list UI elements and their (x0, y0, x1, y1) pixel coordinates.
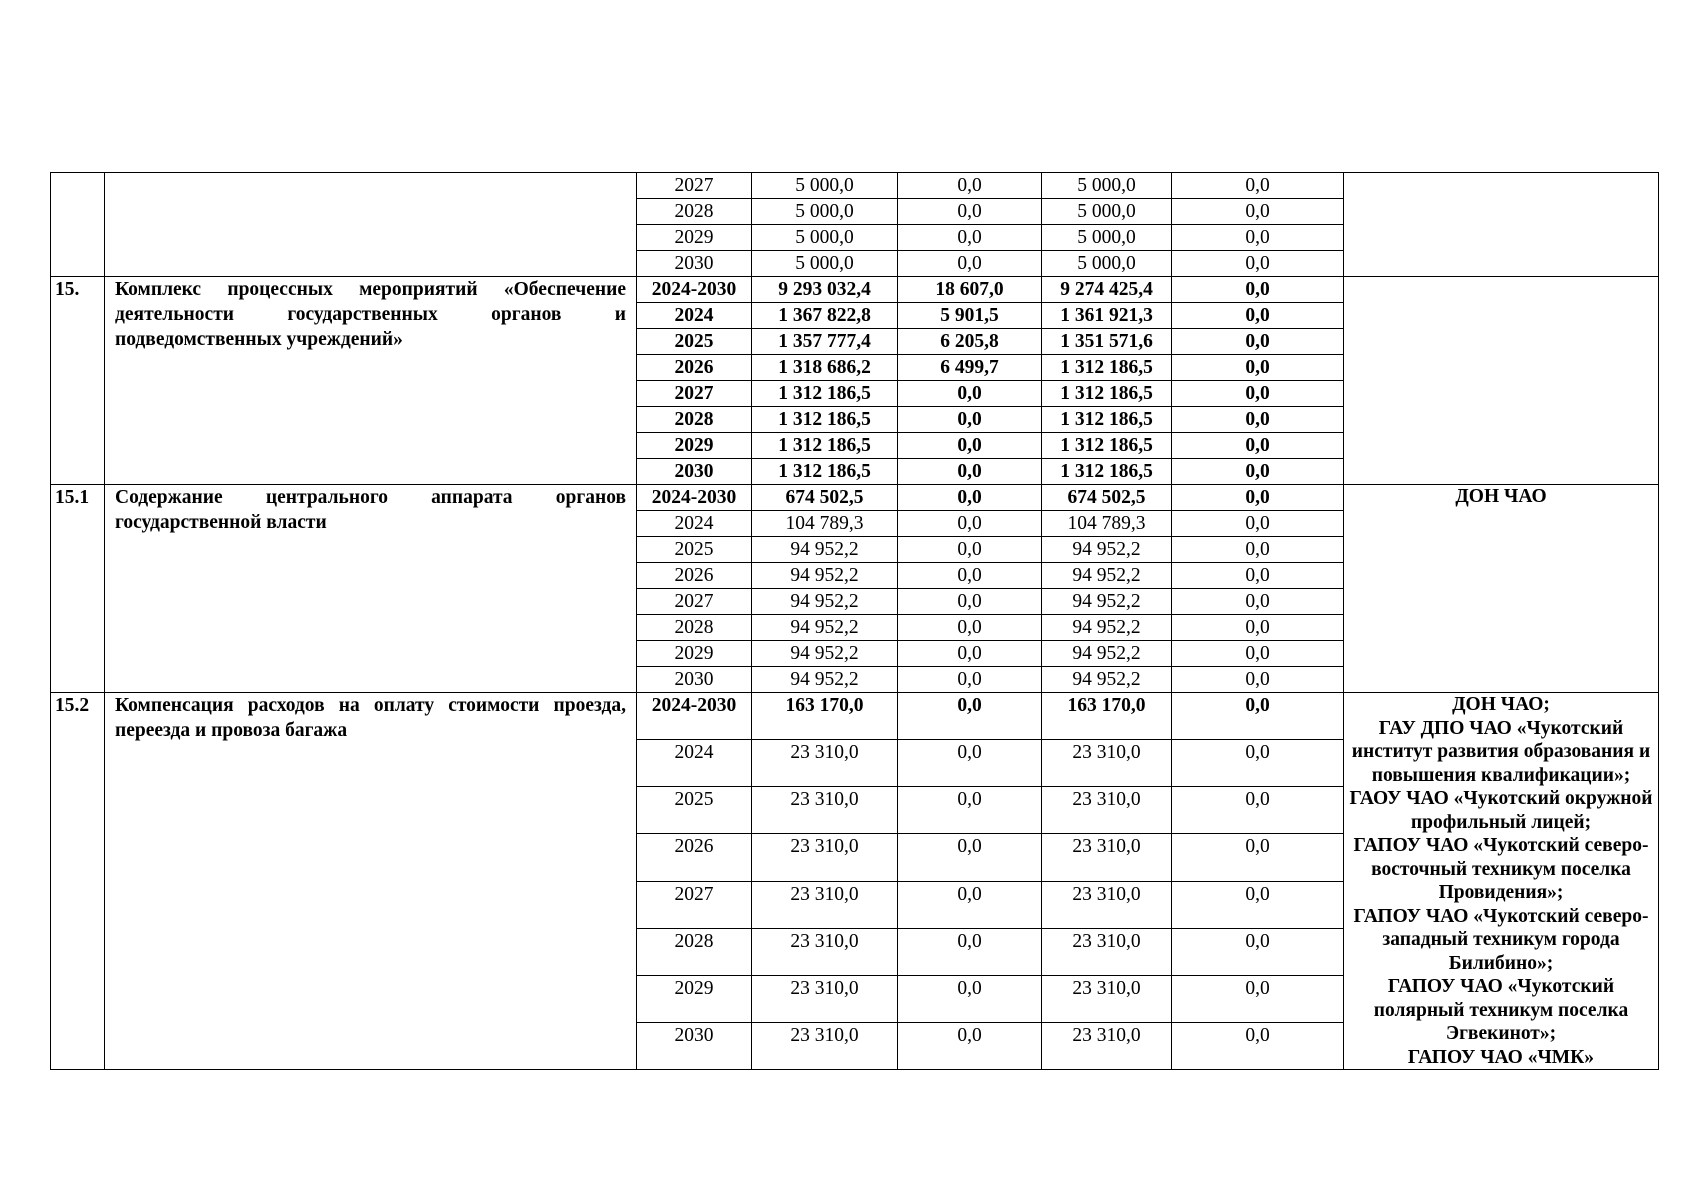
cell-federal: 6 499,7 (898, 355, 1042, 381)
cell-total: 94 952,2 (752, 667, 898, 693)
cell-total: 1 312 186,5 (752, 459, 898, 485)
cell-regional: 1 361 921,3 (1042, 303, 1172, 329)
cell-federal: 0,0 (898, 537, 1042, 563)
cell-federal: 0,0 (898, 615, 1042, 641)
cell-regional: 23 310,0 (1042, 975, 1172, 1022)
cell-other: 0,0 (1172, 740, 1344, 787)
cell-total: 5 000,0 (752, 173, 898, 199)
section-executor (1344, 693, 1659, 1070)
cell-total: 1 312 186,5 (752, 433, 898, 459)
cell-federal: 0,0 (898, 975, 1042, 1022)
cell-total: 5 000,0 (752, 199, 898, 225)
executor-line: ГАПОУ ЧАО «ЧМК» (1407, 1046, 1595, 1068)
cell-total: 23 310,0 (752, 787, 898, 834)
cell-year: 2029 (637, 433, 752, 459)
cell-other: 0,0 (1172, 173, 1344, 199)
executor-line: ГАПОУ ЧАО «Чукотский полярный техникум поселка Эгвекинот»; (1373, 976, 1629, 1044)
cell-total: 674 502,5 (752, 485, 898, 511)
cell-regional: 104 789,3 (1042, 511, 1172, 537)
cell-regional: 94 952,2 (1042, 537, 1172, 563)
cell-regional: 23 310,0 (1042, 1022, 1172, 1069)
cell-federal: 0,0 (898, 881, 1042, 928)
cell-regional: 94 952,2 (1042, 589, 1172, 615)
cell-other: 0,0 (1172, 485, 1344, 511)
cell-total: 1 312 186,5 (752, 407, 898, 433)
cell-total: 9 293 032,4 (752, 277, 898, 303)
cell-federal: 18 607,0 (898, 277, 1042, 303)
section-number: 15. (51, 277, 105, 485)
cell-total: 1 318 686,2 (752, 355, 898, 381)
cell-year: 2024-2030 (637, 693, 752, 740)
cell-total: 23 310,0 (752, 834, 898, 881)
section-name: Комплекс процессных мероприятий «Обеспечение деятельности государственных органов и подведомственных учреждений» (105, 277, 637, 485)
cell-federal: 0,0 (898, 225, 1042, 251)
cell-federal: 5 901,5 (898, 303, 1042, 329)
cell-other: 0,0 (1172, 459, 1344, 485)
table-row (51, 485, 1659, 511)
section-number: 15.2 (51, 693, 105, 1070)
cell-other: 0,0 (1172, 881, 1344, 928)
cell-year: 2026 (637, 563, 752, 589)
cell-regional: 5 000,0 (1042, 251, 1172, 277)
cell-year: 2030 (637, 251, 752, 277)
cell-federal: 0,0 (898, 407, 1042, 433)
cell-year: 2028 (637, 199, 752, 225)
cell-total: 23 310,0 (752, 881, 898, 928)
cell-regional: 23 310,0 (1042, 881, 1172, 928)
cell-federal: 0,0 (898, 641, 1042, 667)
cell-other: 0,0 (1172, 975, 1344, 1022)
cell-total: 23 310,0 (752, 975, 898, 1022)
cell-federal: 0,0 (898, 173, 1042, 199)
cell-total: 94 952,2 (752, 563, 898, 589)
cell-other: 0,0 (1172, 1022, 1344, 1069)
executor-line: ГАОУ ЧАО «Чукотский окружной профильный лицей; (1349, 788, 1653, 833)
cell-year: 2025 (637, 329, 752, 355)
cell-federal: 0,0 (898, 485, 1042, 511)
cell-year: 2027 (637, 589, 752, 615)
cell-regional: 9 274 425,4 (1042, 277, 1172, 303)
cell-total: 1 312 186,5 (752, 381, 898, 407)
cell-other: 0,0 (1172, 834, 1344, 881)
cell-total: 104 789,3 (752, 511, 898, 537)
cell-year: 2025 (637, 537, 752, 563)
cell-total: 23 310,0 (752, 1022, 898, 1069)
cell-regional: 163 170,0 (1042, 693, 1172, 740)
cell-other: 0,0 (1172, 563, 1344, 589)
cell-other: 0,0 (1172, 511, 1344, 537)
cell-other: 0,0 (1172, 199, 1344, 225)
cell-federal: 0,0 (898, 433, 1042, 459)
cell-regional: 5 000,0 (1042, 173, 1172, 199)
section-executor: ДОН ЧАО (1344, 485, 1659, 693)
cell-year: 2026 (637, 355, 752, 381)
cell-regional: 94 952,2 (1042, 563, 1172, 589)
cell-year: 2029 (637, 975, 752, 1022)
cell-regional: 5 000,0 (1042, 225, 1172, 251)
section-name: Компенсация расходов на оплату стоимости проезда, переезда и провоза багажа (105, 693, 637, 1070)
cell-total: 23 310,0 (752, 740, 898, 787)
cell-federal: 0,0 (898, 667, 1042, 693)
cell-year: 2028 (637, 407, 752, 433)
cell-other: 0,0 (1172, 251, 1344, 277)
cell-year: 2024 (637, 303, 752, 329)
cell-executor (1344, 173, 1659, 277)
cell-total: 5 000,0 (752, 225, 898, 251)
cell-federal: 0,0 (898, 199, 1042, 225)
cell-year: 2024 (637, 511, 752, 537)
executor-line: ГАПОУ ЧАО «Чукотский северо-западный техникум города Билибино»; (1353, 905, 1649, 974)
cell-year: 2024-2030 (637, 485, 752, 511)
cell-name (105, 173, 637, 277)
cell-other: 0,0 (1172, 787, 1344, 834)
cell-regional: 23 310,0 (1042, 740, 1172, 787)
cell-federal: 0,0 (898, 787, 1042, 834)
table-row (51, 277, 1659, 303)
cell-total: 94 952,2 (752, 641, 898, 667)
cell-federal: 0,0 (898, 459, 1042, 485)
cell-regional: 1 312 186,5 (1042, 433, 1172, 459)
cell-regional: 23 310,0 (1042, 787, 1172, 834)
cell-other: 0,0 (1172, 537, 1344, 563)
cell-year: 2024 (637, 740, 752, 787)
cell-federal: 0,0 (898, 834, 1042, 881)
cell-federal: 0,0 (898, 511, 1042, 537)
cell-regional: 1 312 186,5 (1042, 355, 1172, 381)
cell-year: 2024-2030 (637, 277, 752, 303)
cell-federal: 0,0 (898, 381, 1042, 407)
cell-other: 0,0 (1172, 225, 1344, 251)
cell-other: 0,0 (1172, 928, 1344, 975)
cell-total: 23 310,0 (752, 928, 898, 975)
cell-other: 0,0 (1172, 641, 1344, 667)
cell-federal: 0,0 (898, 589, 1042, 615)
cell-federal: 6 205,8 (898, 329, 1042, 355)
cell-total: 163 170,0 (752, 693, 898, 740)
cell-total: 1 367 822,8 (752, 303, 898, 329)
cell-other: 0,0 (1172, 615, 1344, 641)
cell-year: 2027 (637, 381, 752, 407)
cell-index (51, 173, 105, 277)
cell-federal: 0,0 (898, 740, 1042, 787)
cell-year: 2025 (637, 787, 752, 834)
cell-regional: 94 952,2 (1042, 667, 1172, 693)
cell-other: 0,0 (1172, 433, 1344, 459)
table-row (51, 693, 1659, 740)
cell-regional: 1 312 186,5 (1042, 407, 1172, 433)
cell-regional: 23 310,0 (1042, 928, 1172, 975)
cell-total: 94 952,2 (752, 589, 898, 615)
cell-regional: 94 952,2 (1042, 615, 1172, 641)
section-executor (1344, 277, 1659, 485)
cell-year: 2027 (637, 173, 752, 199)
cell-regional: 5 000,0 (1042, 199, 1172, 225)
cell-federal: 0,0 (898, 563, 1042, 589)
cell-other: 0,0 (1172, 693, 1344, 740)
cell-other: 0,0 (1172, 329, 1344, 355)
cell-year: 2026 (637, 834, 752, 881)
cell-other: 0,0 (1172, 277, 1344, 303)
cell-other: 0,0 (1172, 303, 1344, 329)
cell-year: 2030 (637, 459, 752, 485)
table-body (51, 173, 1659, 1070)
cell-year: 2030 (637, 667, 752, 693)
cell-other: 0,0 (1172, 589, 1344, 615)
executor-line: ГАУ ДПО ЧАО «Чукотский институт развития образования и повышения квалификации»; (1351, 717, 1651, 786)
cell-federal: 0,0 (898, 693, 1042, 740)
cell-other: 0,0 (1172, 407, 1344, 433)
cell-federal: 0,0 (898, 1022, 1042, 1069)
cell-total: 94 952,2 (752, 615, 898, 641)
cell-federal: 0,0 (898, 928, 1042, 975)
cell-regional: 1 312 186,5 (1042, 381, 1172, 407)
cell-total: 94 952,2 (752, 537, 898, 563)
cell-year: 2030 (637, 1022, 752, 1069)
cell-regional: 94 952,2 (1042, 641, 1172, 667)
cell-regional: 1 312 186,5 (1042, 459, 1172, 485)
section-number: 15.1 (51, 485, 105, 693)
cell-other: 0,0 (1172, 355, 1344, 381)
cell-total: 1 357 777,4 (752, 329, 898, 355)
cell-federal: 0,0 (898, 251, 1042, 277)
cell-regional: 23 310,0 (1042, 834, 1172, 881)
budget-table (50, 172, 1659, 1070)
cell-regional: 674 502,5 (1042, 485, 1172, 511)
cell-regional: 1 351 571,6 (1042, 329, 1172, 355)
cell-year: 2028 (637, 928, 752, 975)
table-row (51, 173, 1659, 199)
cell-year: 2028 (637, 615, 752, 641)
cell-total: 5 000,0 (752, 251, 898, 277)
executor-line: ДОН ЧАО; (1452, 694, 1550, 715)
cell-other: 0,0 (1172, 667, 1344, 693)
cell-year: 2029 (637, 641, 752, 667)
section-name: Содержание центрального аппарата органов государственной власти (105, 485, 637, 693)
cell-year: 2029 (637, 225, 752, 251)
cell-year: 2027 (637, 881, 752, 928)
executor-line: ГАПОУ ЧАО «Чукотский северо-восточный техникум поселка Провидения»; (1353, 835, 1649, 903)
cell-other: 0,0 (1172, 381, 1344, 407)
